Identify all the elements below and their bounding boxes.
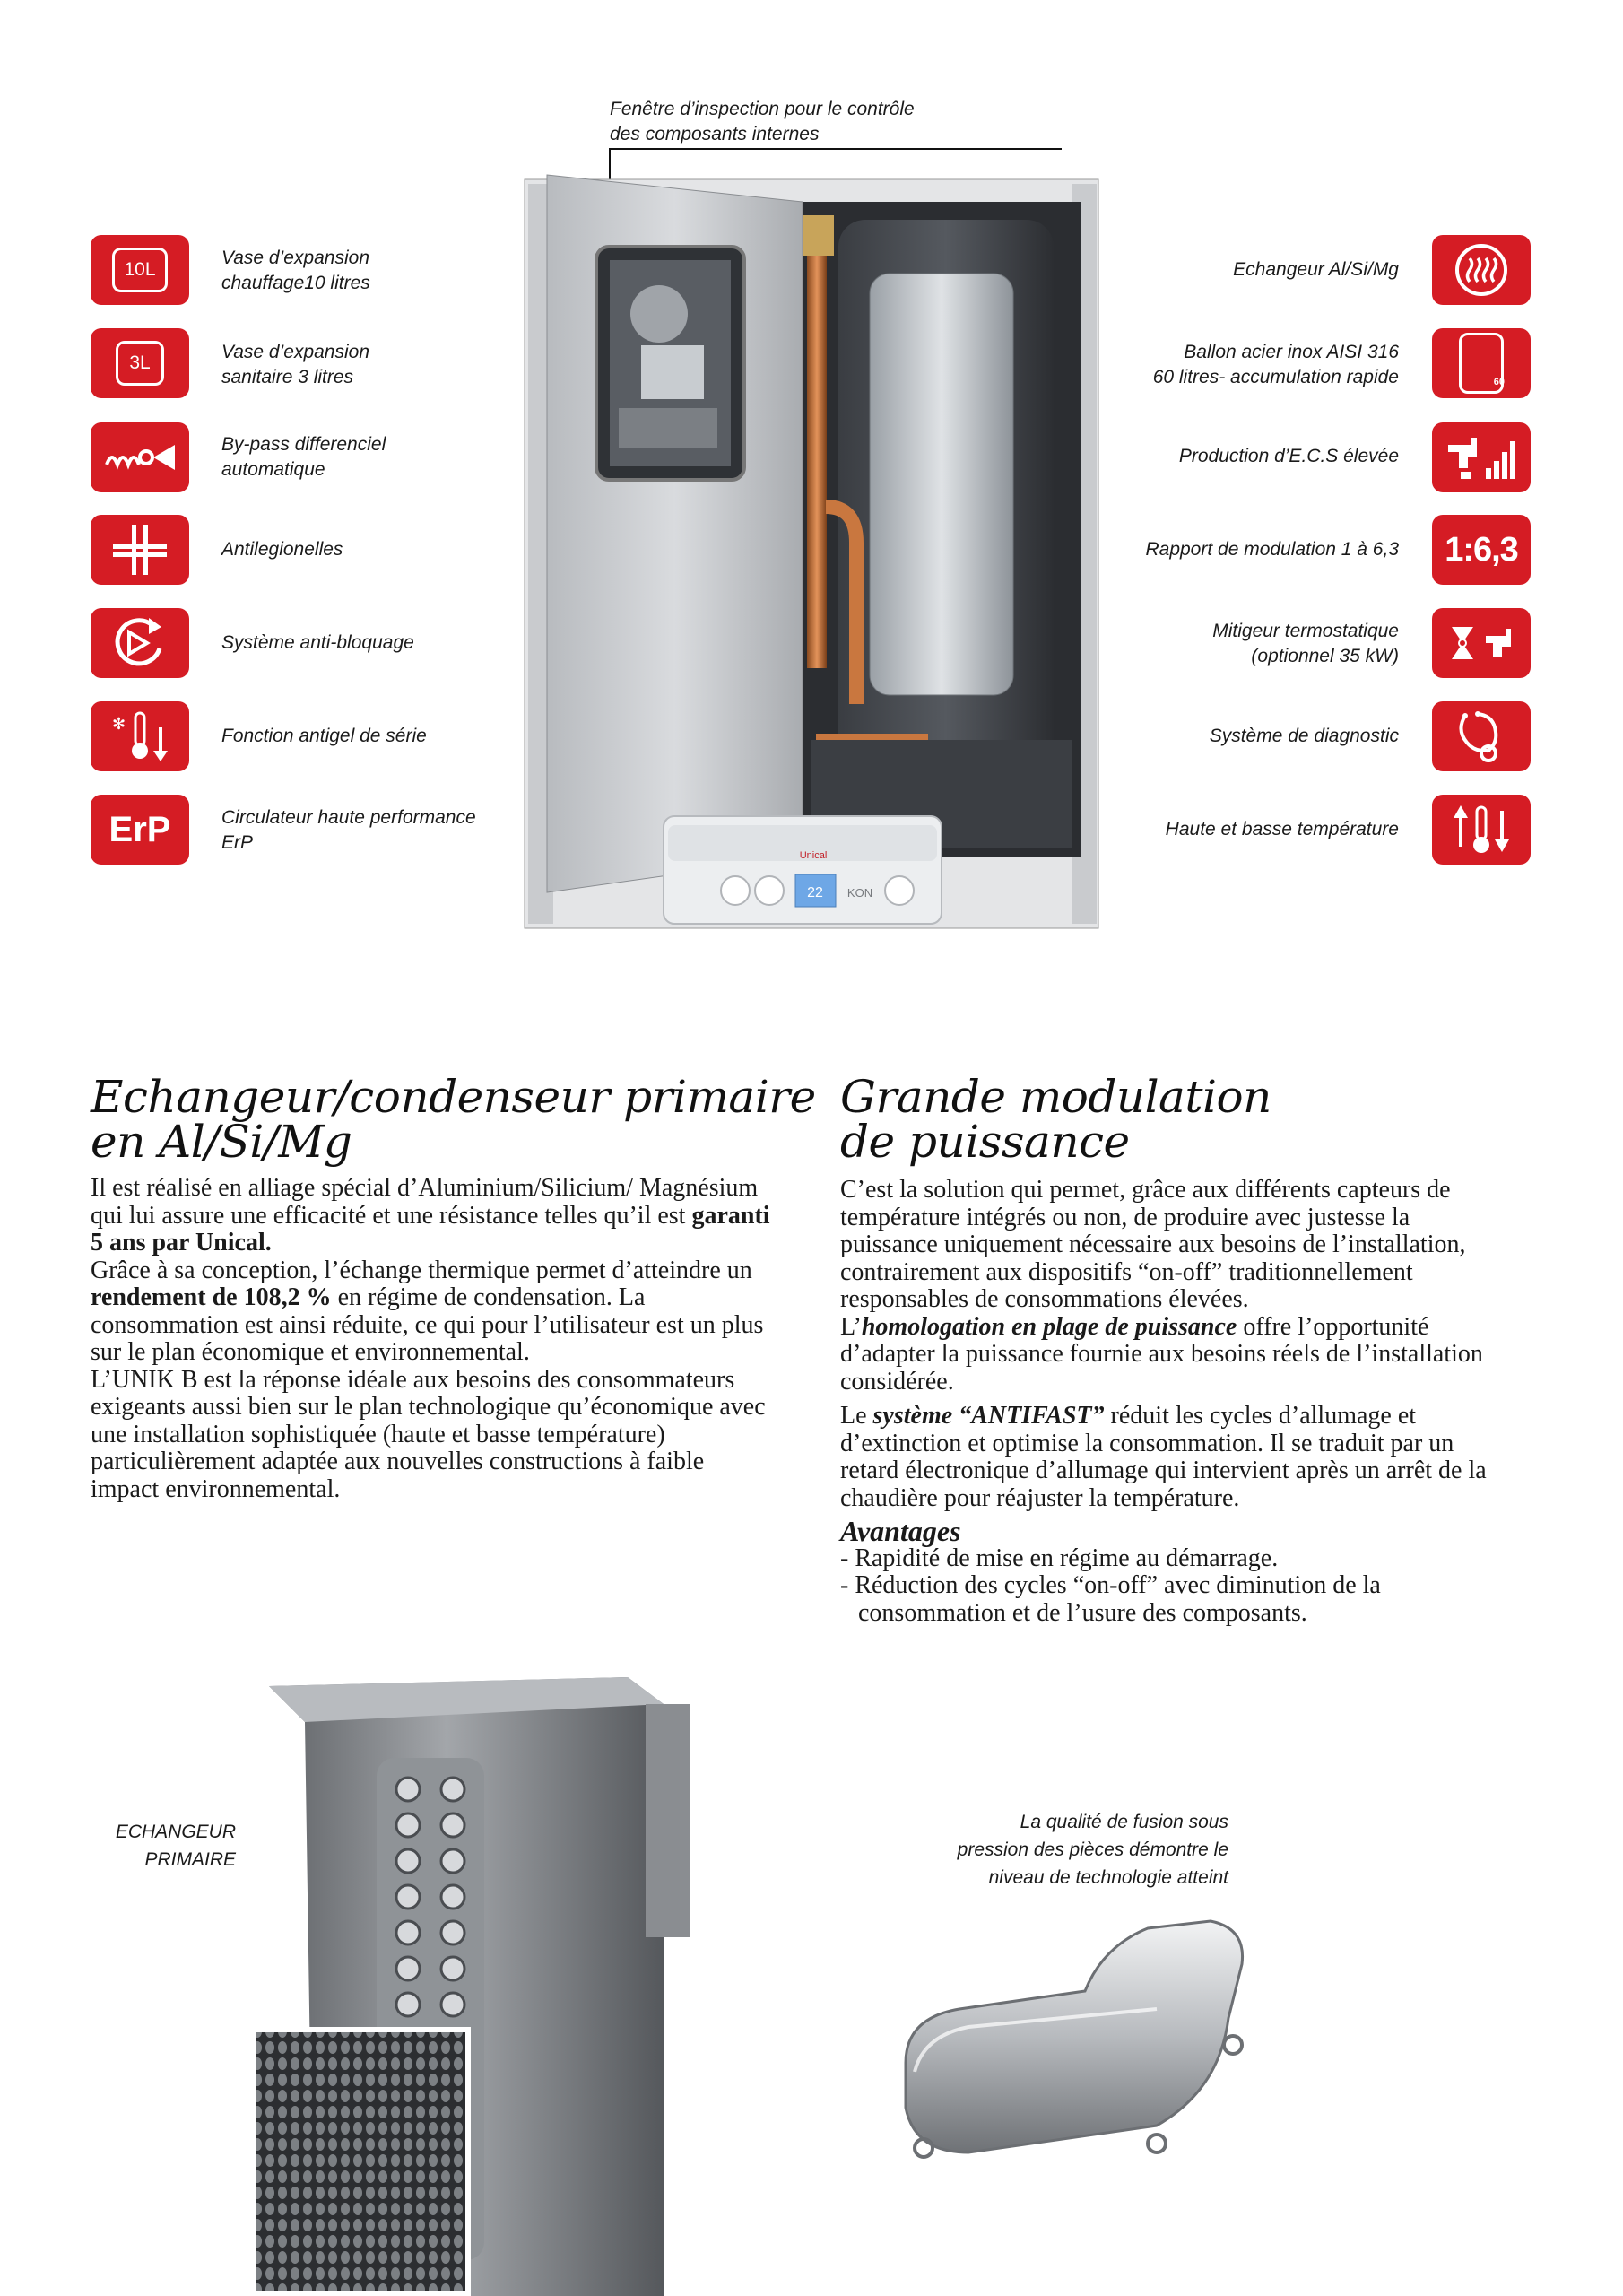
paragraph-alloy: Il est réalisé en alliage spécial d’Aluminium/Silicium/ Magnésium qui lui assure une efficacité et une résistance telles qu’il est garanti 5 ans par Unical.: [91, 1174, 770, 1257]
control-panel-model: KON: [846, 886, 873, 900]
feature-label-diagnostic: Système de diagnostic: [1209, 726, 1399, 746]
feature-label-dhw: Production d’E.C.S élevée: [1178, 446, 1399, 466]
paragraph-antifast: Le système “ANTIFAST” réduit les cycles d’allumage et d’extinction et optimise la consommation. Il se traduit par un retard électronique d’allumage qui intervient après un arrêt de la chaudière pour réajuster la température.: [840, 1402, 1487, 1512]
feature-label-mixer: Mitigeur termostatique (optionnel 35 kW): [1212, 621, 1399, 666]
dhw-production-icon: [1432, 422, 1531, 492]
storage-tank-icon: 60: [1432, 328, 1531, 398]
thermostatic-mixer-icon: [1432, 608, 1531, 678]
feature-label-expansion-10l: Vase d’expansion chauffage10 litres: [221, 248, 370, 293]
modulation-ratio-icon: 1:6,3: [1432, 515, 1531, 585]
erp-circulator-icon: ErP: [91, 795, 189, 865]
advantage-item-1: - Rapidité de mise en régime au démarrage.: [840, 1544, 1279, 1572]
section-body-modulation: [840, 1177, 1495, 1627]
control-panel-display: 22: [807, 885, 823, 900]
feature-label-tank: Ballon acier inox AISI 316 60 litres- accumulation rapide: [1152, 342, 1399, 387]
caption-exchanger: ECHANGEUR PRIMAIRE: [115, 1822, 236, 1870]
frost-protection-icon: [91, 701, 189, 771]
feature-label-antilegionella: Antilegionelles: [221, 539, 343, 560]
feature-label-bypass: By-pass differenciel automatique: [221, 434, 386, 480]
die-cast-part-image: [888, 1910, 1273, 2179]
bypass-valve-icon: [91, 422, 189, 492]
paragraph-efficiency: Grâce à sa conception, l’échange thermique permet d’atteindre un rendement de 108,2 % en régime de condensation. La consommation est ainsi réduite, ce qui pour l’utilisateur est un plus sur le plan économique et environnemental.: [91, 1256, 764, 1366]
paragraph-homologation: L’homologation en plage de puissance offre l’opportunité d’adapter la puissance fournie aux besoins réels de l’installation considérée.: [840, 1312, 1483, 1396]
boiler-cutaway-image: [516, 166, 1107, 937]
feature-label-frost: Fonction antigel de série: [221, 726, 427, 746]
caption-casting: La qualité de fusion sous pression des pièces démontre le niveau de technologie atteint: [957, 1812, 1228, 1888]
heat-exchanger-icon: [1432, 235, 1531, 305]
expansion-vessel-10l-icon: 10L: [91, 235, 189, 305]
feature-label-exchanger: Echangeur Al/Si/Mg: [1233, 259, 1399, 280]
advantage-item-2: - Réduction des cycles “on-off” avec diminution de la: [840, 1571, 1381, 1599]
anti-lock-pump-icon: [91, 608, 189, 678]
paragraph-solution: C’est la solution qui permet, grâce aux différents capteurs de température intégrés ou non, de produire avec justesse la puissance uniquement nécessaire aux besoins de l’installation, contrairement aux dispositifs “on-off” traditionnellement responsables de consommations élevées.: [840, 1176, 1466, 1313]
feature-label-expansion-3l: Vase d’expansion sanitaire 3 litres: [221, 342, 370, 387]
section-title-modulation: Grande modulation de puissance: [840, 1071, 1271, 1168]
high-low-temperature-icon: [1432, 795, 1531, 865]
inspection-window-callout: Fenêtre d’inspection pour le contrôle des composants internes: [610, 99, 915, 144]
feature-label-erp: Circulateur haute performance ErP: [221, 807, 476, 853]
primary-exchanger-image: [251, 1668, 726, 2296]
anti-legionella-icon: [91, 515, 189, 585]
paragraph-unik: L’UNIK B est la réponse idéale aux besoins des consommateurs exigeants aussi bien sur le plan technologique qu’économique avec une installation sophistiquée (haute et basse température) particulièrement adaptée aux nouvelles constructions à faible impact environnemental.: [91, 1365, 766, 1503]
section-body-exchanger: [91, 1175, 772, 1503]
feature-label-temperature: Haute et basse température: [1165, 819, 1399, 839]
svg-text:✻: ✻: [112, 715, 126, 734]
diagnostic-icon: [1432, 701, 1531, 771]
feature-label-antilock: Système anti-bloquage: [221, 632, 414, 653]
avantages-heading: Avantages: [840, 1515, 961, 1547]
advantage-item-2-cont: consommation et de l’usure des composants.: [858, 1598, 1307, 1627]
control-panel-brand: Unical: [799, 850, 828, 861]
expansion-vessel-3l-icon: 3L: [91, 328, 189, 398]
feature-label-modulation: Rapport de modulation 1 à 6,3: [1145, 539, 1399, 560]
section-title-exchanger: Echangeur/condenseur primaire en Al/Si/Mg: [91, 1071, 816, 1168]
